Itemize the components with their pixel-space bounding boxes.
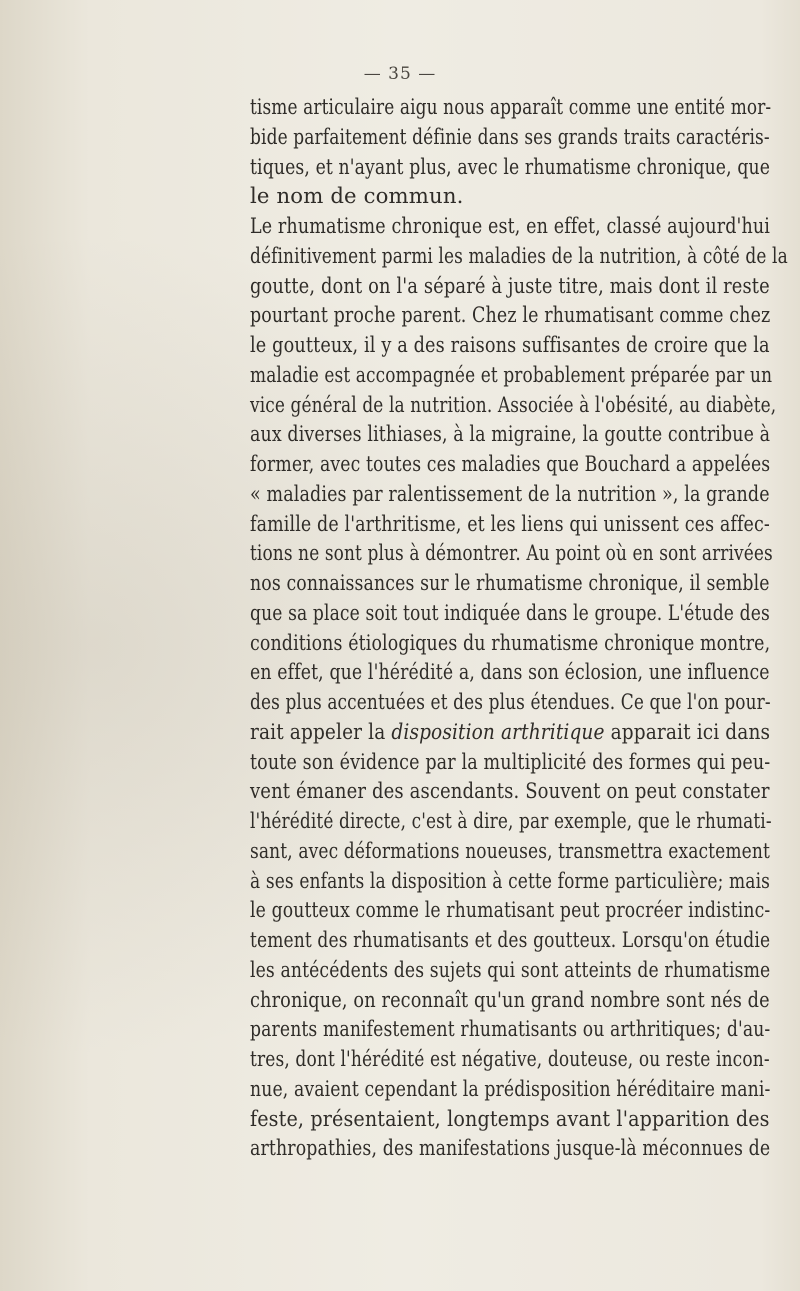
text-line: nue, avaient cependant la prédisposition héréditaire mani- [250, 1075, 771, 1101]
text-line: les antécédents des sujets qui sont atteints de rhumatisme [250, 956, 771, 982]
text-line: en effet, que l'hérédité a, dans son éclosion, une influence [250, 659, 770, 685]
text-line: définitivement parmi les maladies de la nutrition, à côté de la [250, 242, 788, 268]
text-line: aux diverses lithiases, à la migraine, la goutte contribue à [250, 421, 771, 447]
text-line: tiques, et n'ayant plus, avec le rhumatisme chronique, que [250, 153, 771, 179]
text-line: former, avec toutes ces maladies que Bouchard a appelées [250, 451, 771, 476]
text-line: famille de l'arthritisme, et les liens qui unissent ces affec- [250, 510, 770, 536]
text-line: nos connaissances sur le rhumatisme chronique, il semble [250, 570, 770, 595]
text-line [250, 717, 770, 746]
text-line: Le rhumatisme chronique est, en effet, classé aujourd'hui [250, 213, 771, 238]
text-line: goutte, dont on l'a séparé à juste titre, mais dont il reste [250, 272, 770, 298]
text-line: le goutteux, il y a des raisons suffisantes de croire que la [250, 332, 770, 357]
text-line: toute son évidence par la multiplicité des formes qui peu- [250, 748, 771, 774]
text-line: « maladies par ralentissement de la nutrition », la grande [250, 480, 770, 506]
text-line: vice général de la nutrition. Associée à l'obésité, au diabète, [250, 391, 777, 417]
text-line: sant, avec déformations noueuses, transmettra exactement [250, 837, 770, 863]
text-line: tement des rhumatisants et des goutteux. Lorsqu'on étudie [250, 927, 771, 952]
text-line: à ses enfants la disposition à cette forme particulière; mais [250, 867, 771, 893]
text-line: chronique, on reconnaît qu'un grand nombre sont nés de [250, 986, 770, 1012]
text-line: des plus accentuées et des plus étendues. Ce que l'on pour- [250, 689, 771, 714]
text-line: maladie est accompagnée et probablement préparée par un [250, 361, 773, 387]
text-line: le nom de commun. [250, 183, 464, 209]
text-span: apparait ici dans [604, 718, 771, 744]
text-span: rait appeler la [250, 718, 392, 744]
text-line: que sa place soit tout indiquée dans le groupe. L'étude des [250, 599, 770, 625]
text-line: pourtant proche parent. Chez le rhumatisant comme chez [250, 302, 771, 328]
text-line: l'hérédité directe, c'est à dire, par exemple, que le rhumati- [250, 808, 772, 833]
text-line: le goutteux comme le rhumatisant peut procréer indistinc- [250, 897, 771, 923]
text-line: vent émaner des ascendants. Souvent on peut constater [250, 778, 770, 804]
text-line: conditions étiologiques du rhumatisme chronique montre, [250, 629, 771, 655]
text-line: tisme articulaire aigu nous apparaît comme une entité mor- [250, 94, 772, 119]
text-line: bide parfaitement définie dans ses grands traits caractéris- [250, 123, 770, 149]
text-line: arthropathies, des manifestations jusque-là méconnues de [250, 1135, 771, 1161]
page-number: — 35 — [363, 64, 437, 84]
text-line: parents manifestement rhumatisants ou arthritiques; d'au- [250, 1016, 771, 1042]
text-line: tres, dont l'hérédité est négative, douteuse, ou reste incon- [250, 1046, 770, 1071]
text-line: tions ne sont plus à démontrer. Au point où en sont arrivées [250, 540, 773, 566]
italic-term: disposition arthritique [391, 718, 605, 744]
text-line: feste, présentaient, longtemps avant l'apparition des [250, 1105, 770, 1131]
